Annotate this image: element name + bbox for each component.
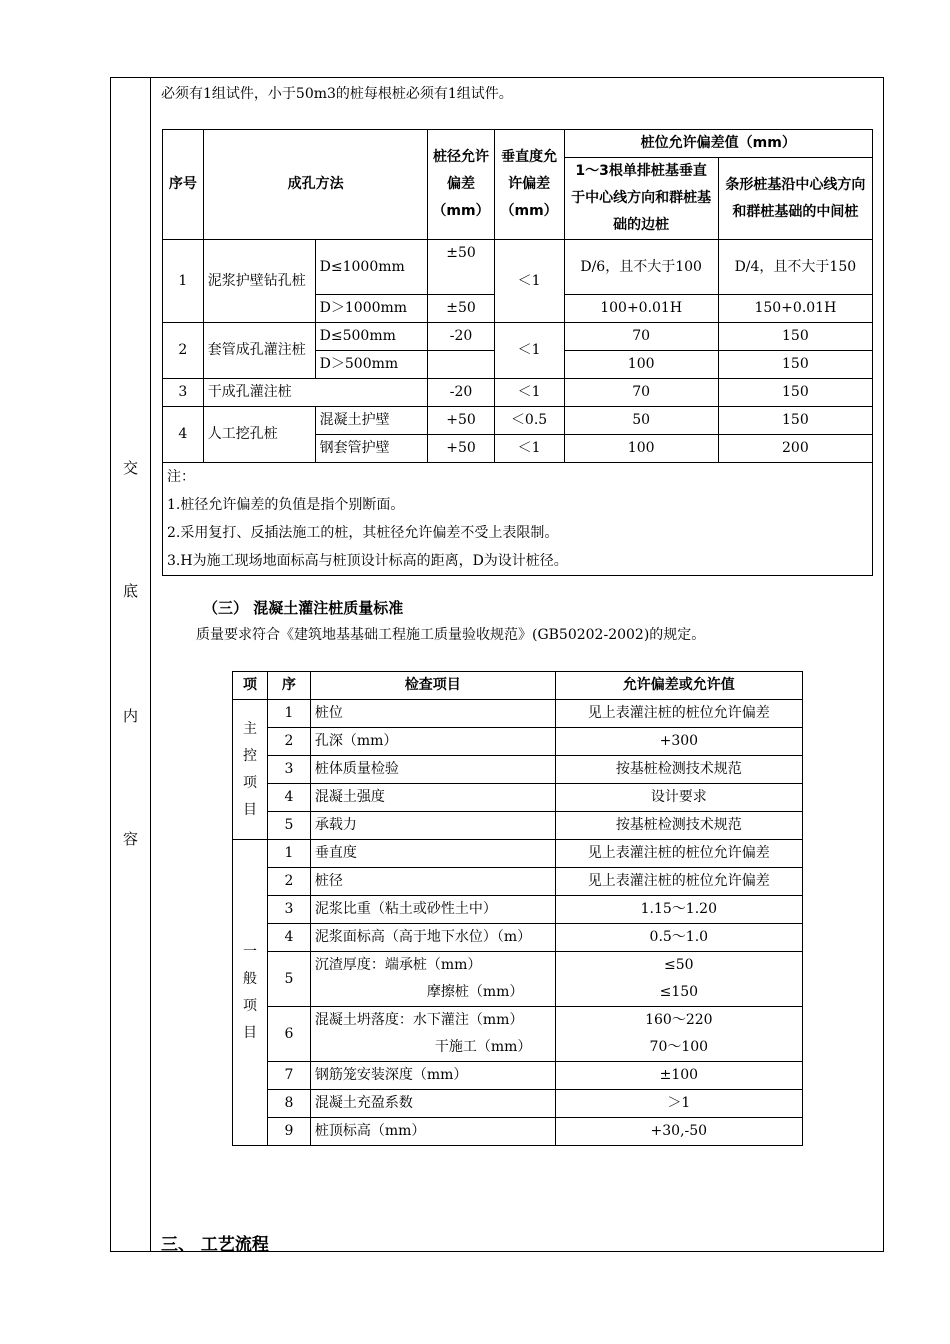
cell: 0.5～1.0 — [555, 924, 802, 952]
cell: D/4，且不大于150 — [718, 240, 872, 295]
cell-line: ≤150 — [659, 984, 699, 1000]
note-line: 注： — [167, 469, 195, 485]
cell-line: ≤50 — [664, 957, 694, 973]
cell-line: 混凝土坍落度：水下灌注（mm） — [314, 1012, 524, 1028]
cell: 2 — [163, 323, 204, 379]
cell — [428, 351, 494, 379]
cell: 泥浆护壁钻孔桩 — [203, 240, 315, 323]
cell: 200 — [718, 435, 872, 463]
cell: 4 — [267, 784, 310, 812]
cell: 干成孔灌注桩 — [203, 379, 428, 407]
cell: 钢套管护壁 — [315, 435, 428, 463]
cell: 3 — [267, 896, 310, 924]
cell: 3 — [267, 756, 310, 784]
cell: 见上表灌注桩的桩位允许偏差 — [555, 868, 802, 896]
cell: 150 — [718, 379, 872, 407]
general-items-label: 一般项目 — [233, 840, 268, 1146]
left-label-column — [110, 77, 151, 1252]
cell: 按基桩检测技术规范 — [555, 756, 802, 784]
section-title: （三） 混凝土灌注桩质量标准 — [203, 599, 404, 617]
cell: 100 — [564, 351, 718, 379]
cell — [555, 952, 802, 1007]
cell: 50 — [564, 407, 718, 435]
cell: 2 — [267, 868, 310, 896]
left-label-char: 底 — [122, 582, 138, 600]
cell: 5 — [267, 812, 310, 840]
cell — [310, 1007, 555, 1062]
cell: 150 — [718, 351, 872, 379]
cell: D≤500mm — [315, 323, 428, 351]
cell: 桩径 — [310, 868, 555, 896]
header-method: 成孔方法 — [203, 130, 428, 240]
cell: 见上表灌注桩的桩位允许偏差 — [555, 840, 802, 868]
main-items-label: 主控项目 — [233, 700, 268, 840]
cell: 100+0.01H — [564, 295, 718, 323]
cell: D/6，且不大于100 — [564, 240, 718, 295]
cell — [555, 1007, 802, 1062]
cell: -20 — [428, 379, 494, 407]
cell: 桩体质量检验 — [310, 756, 555, 784]
cell: 混凝土充盈系数 — [310, 1090, 555, 1118]
cell: 套管成孔灌注桩 — [203, 323, 315, 379]
cell: 1 — [267, 840, 310, 868]
pile-position-tolerance-table — [162, 129, 873, 576]
cell: D＞500mm — [315, 351, 428, 379]
cell: ±50 — [428, 295, 494, 323]
header-pos-a: 1～3根单排桩基垂直于中心线方向和群桩基础的边桩 — [564, 158, 718, 240]
header-no: 序号 — [163, 130, 204, 240]
header-allow: 允许偏差或允许值 — [555, 672, 802, 700]
note-line: 3.H为施工现场地面标高与桩顶设计标高的距离，D为设计桩径。 — [167, 553, 568, 569]
cell: 孔深（mm） — [310, 728, 555, 756]
cell: ＞1 — [555, 1090, 802, 1118]
cell: +50 — [428, 407, 494, 435]
cell: 混凝土强度 — [310, 784, 555, 812]
cell: ＜1 — [494, 435, 564, 463]
cell: +50 — [428, 435, 494, 463]
cell: 7 — [267, 1062, 310, 1090]
cell: ＜0.5 — [494, 407, 564, 435]
left-label-char: 内 — [122, 707, 138, 725]
cell-line: 摩擦桩（mm） — [426, 984, 524, 1000]
cell: 桩位 — [310, 700, 555, 728]
cell — [310, 952, 555, 1007]
header-vert: 垂直度允许偏差（mm） — [494, 130, 564, 240]
cell: 4 — [267, 924, 310, 952]
cell: 9 — [267, 1118, 310, 1146]
cell: 按基桩检测技术规范 — [555, 812, 802, 840]
cell: ＜1 — [494, 323, 564, 379]
section-requirement: 质量要求符合《建筑地基基础工程施工质量验收规范》(GB50202-2002)的规定。 — [196, 627, 706, 643]
intro-text: 必须有1组试件，小于50m3的桩每根桩必须有1组试件。 — [161, 86, 513, 102]
cell: 垂直度 — [310, 840, 555, 868]
header-no: 序 — [267, 672, 310, 700]
cell: 桩顶标高（mm） — [310, 1118, 555, 1146]
cell: 泥浆面标高（高于地下水位）（m） — [310, 924, 555, 952]
header-item: 项 — [233, 672, 268, 700]
cell-line: 160～220 — [645, 1012, 713, 1028]
cell: 150 — [718, 323, 872, 351]
cell: +30,-50 — [555, 1118, 802, 1146]
header-pos: 桩位允许偏差值（mm） — [564, 130, 872, 158]
cell: ＜1 — [494, 379, 564, 407]
cell: ±100 — [555, 1062, 802, 1090]
section-heading: 三、 工艺流程 — [161, 1235, 269, 1255]
cell: 70 — [564, 379, 718, 407]
cell: 150+0.01H — [718, 295, 872, 323]
cell: +300 — [555, 728, 802, 756]
cell: 3 — [163, 379, 204, 407]
cell-line: 沉渣厚度：端承桩（mm） — [314, 957, 482, 973]
cell: 100 — [564, 435, 718, 463]
cell: 泥浆比重（粘土或砂性土中） — [310, 896, 555, 924]
cell: 150 — [718, 407, 872, 435]
cell: 8 — [267, 1090, 310, 1118]
note-line: 2.采用复打、反插法施工的桩，其桩径允许偏差不受上表限制。 — [167, 525, 559, 541]
cell: 1 — [163, 240, 204, 323]
cell: ±50 — [428, 240, 494, 295]
cell: 混凝土护壁 — [315, 407, 428, 435]
cell: 1.15～1.20 — [555, 896, 802, 924]
cell: 钢筋笼安装深度（mm） — [310, 1062, 555, 1090]
cell: 见上表灌注桩的桩位允许偏差 — [555, 700, 802, 728]
note-line: 1.桩径允许偏差的负值是指个别断面。 — [167, 497, 405, 513]
table-notes — [163, 463, 873, 576]
cell: 承载力 — [310, 812, 555, 840]
cell: 6 — [267, 1007, 310, 1062]
cell: 4 — [163, 407, 204, 463]
cell: ＜1 — [494, 240, 564, 323]
header-pos-b: 条形桩基沿中心线方向和群桩基础的中间桩 — [718, 158, 872, 240]
cell: -20 — [428, 323, 494, 351]
cell: D＞1000mm — [315, 295, 428, 323]
cell: D≤1000mm — [315, 240, 428, 295]
cell: 2 — [267, 728, 310, 756]
cell-line: 干施工（mm） — [434, 1039, 532, 1055]
header-check: 检查项目 — [310, 672, 555, 700]
quality-standard-table — [232, 671, 803, 1146]
cell: 人工挖孔桩 — [203, 407, 315, 463]
cell-line: 70～100 — [649, 1039, 709, 1055]
cell: 70 — [564, 323, 718, 351]
cell: 5 — [267, 952, 310, 1007]
left-label-char: 容 — [122, 830, 138, 848]
cell: 设计要求 — [555, 784, 802, 812]
cell: 1 — [267, 700, 310, 728]
header-dia: 桩径允许偏差（mm） — [428, 130, 494, 240]
left-label-char: 交 — [122, 459, 138, 477]
